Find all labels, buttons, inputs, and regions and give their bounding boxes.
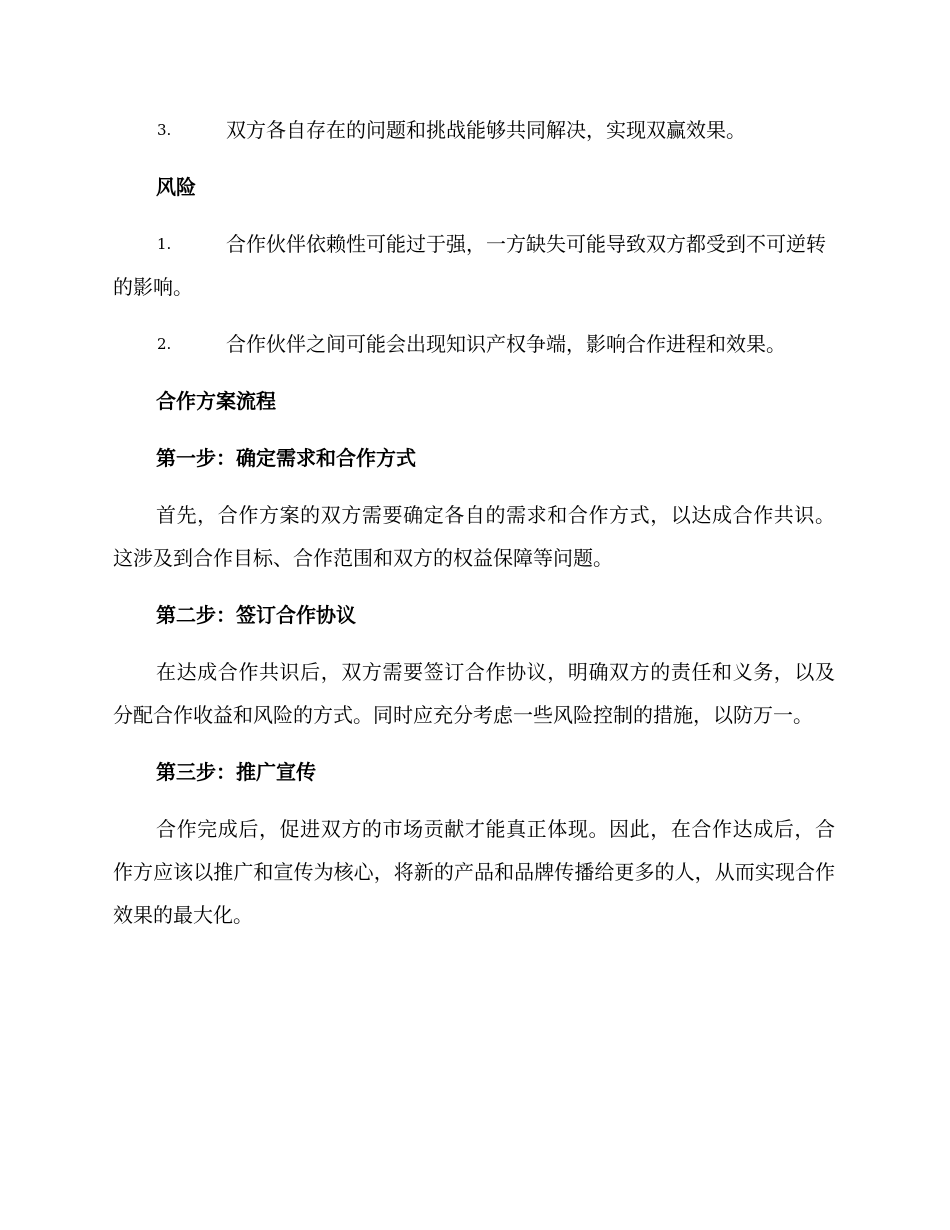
step-2-heading: 第二步：签订合作协议 <box>156 603 356 627</box>
list-item <box>113 323 835 366</box>
list-item-text: 双方各自存在的问题和挑战能够共同解决，实现双赢效果。 <box>226 118 746 142</box>
list-item <box>113 109 835 152</box>
section-heading-risk: 风险 <box>156 175 196 199</box>
list-item-number: 1. <box>157 235 172 253</box>
document-body <box>113 109 835 951</box>
step-1-paragraph: 首先，合作方案的双方需要确定各自的需求和合作方式，以达成合作共识。这涉及到合作目标、合作范围和双方的权益保障等问题。 <box>113 503 835 570</box>
list-item-text: 合作伙伴依赖性可能过于强，一方缺失可能导致双方都受到不可逆转的影响。 <box>113 232 826 299</box>
list-item-number: 2. <box>157 335 172 353</box>
list-item-number: 3. <box>157 121 172 139</box>
list-item-text: 合作伙伴之间可能会出现知识产权争端，影响合作进程和效果。 <box>226 332 786 356</box>
step-1-heading: 第一步：确定需求和合作方式 <box>156 446 416 470</box>
section-heading-process: 合作方案流程 <box>156 389 276 413</box>
step-3-heading: 第三步：推广宣传 <box>156 760 316 784</box>
step-2-paragraph: 在达成合作共识后，双方需要签订合作协议，明确双方的责任和义务，以及分配合作收益和风险的方式。同时应充分考虑一些风险控制的措施，以防万一。 <box>113 660 835 727</box>
step-3-paragraph: 合作完成后，促进双方的市场贡献才能真正体现。因此，在合作达成后，合作方应该以推广和宣传为核心，将新的产品和品牌传播给更多的人，从而实现合作效果的最大化。 <box>113 817 835 927</box>
list-item <box>113 223 835 309</box>
